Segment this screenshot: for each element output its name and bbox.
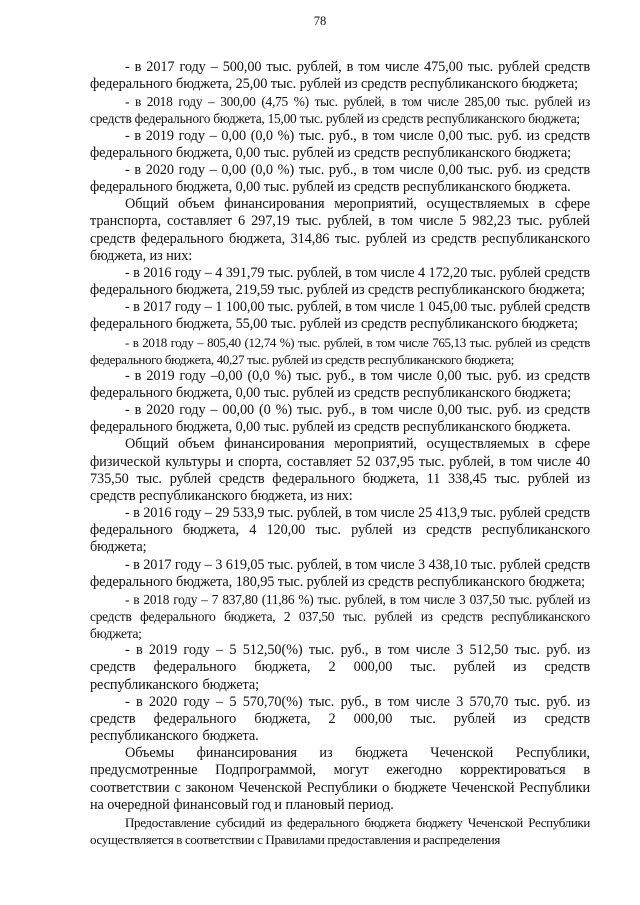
paragraph-2018-funding: - в 2018 году – 300,00 (4,75 %) тыс. рублей, в том числе 285,00 тыс. рублей из средств федерального бюджета, 15,00 тыс. рублей из средств республиканского бюджета;	[90, 94, 590, 127]
paragraph-sport-2020: - в 2020 году – 5 570,70(%) тыс. руб., в том числе 3 570,70 тыс. руб. из средств федерального бюджета, 2 000,00 тыс. рублей из средств республиканского бюджета.	[90, 693, 590, 745]
paragraph-transport-2018: - в 2018 году – 805,40 (12,74 %) тыс. рублей, в том числе 765,13 тыс. рублей из средств федерального бюджета, 40,27 тыс. рублей из средств республиканского бюджета;	[90, 334, 590, 367]
paragraph-transport-2019: - в 2019 году –0,00 (0,0 %) тыс. руб., в том числе 0,00 тыс. руб. из средств федерального бюджета, 0,00 тыс. рублей из средств республиканского бюджета;	[90, 367, 590, 401]
paragraph-sport-2019: - в 2019 году – 5 512,50(%) тыс. руб., в том числе 3 512,50 тыс. руб. из средств федерального бюджета, 2 000,00 тыс. рублей из средств республиканского бюджета;	[90, 642, 590, 693]
paragraph-transport-2016: - в 2016 году – 4 391,79 тыс. рублей, в том числе 4 172,20 тыс. рублей средств федерального бюджета, 219,59 тыс. рублей из средств республиканского бюджета;	[90, 264, 590, 299]
paragraph-sport-total: Общий объем финансирования мероприятий, осуществляемых в сфере физической культуры и спорта, составляет 52 037,95 тыс. рублей, в том числе 40 735,50 тыс. рублей средств федерального бюджета, 11 338,45 тыс. рублей из средств республиканского бюджета, из них:	[90, 436, 590, 504]
paragraph-transport-total: Общий объем финансирования мероприятий, осуществляемых в сфере транспорта, составляет 6 297,19 тыс. рублей, в том числе 5 982,23 тыс. рублей средств федерального бюджета, 314,86 тыс. рублей из средств республиканского бюджета, из них:	[90, 196, 590, 264]
paragraph-transport-2020: - в 2020 году – 00,00 (0 %) тыс. руб., в том числе 0,00 тыс. руб. из средств федерального бюджета, 0,00 тыс. рублей из средств республиканского бюджета.	[90, 402, 590, 436]
paragraph-2019-funding: - в 2019 году – 0,00 (0,0 %) тыс. руб., в том числе 0,00 тыс. руб. из средств федерального бюджета, 0,00 тыс. рублей из средств республиканского бюджета;	[90, 127, 590, 161]
paragraph-transport-2017: - в 2017 году – 1 100,00 тыс. рублей, в том числе 1 045,00 тыс. рублей средств федерального бюджета, 55,00 тыс. рублей из средств республиканского бюджета;	[90, 299, 590, 333]
paragraph-sport-2017: - в 2017 году – 3 619,05 тыс. рублей, в том числе 3 438,10 тыс. рублей средств федерального бюджета, 180,95 тыс. рублей из средств республиканского бюджета;	[90, 556, 590, 590]
paragraph-budget-adjustment: Объемы финансирования из бюджета Чеченской Республики, предусмотренные Подпрограммой, могут ежегодно корректироваться в соответствии с законом Чеченской Республики о бюджете Чеченской Республики на очередной финансовый год и плановый период.	[90, 745, 590, 813]
page-number: 78	[313, 14, 327, 28]
paragraph-sport-2018: - в 2018 году – 7 837,80 (11,86 %) тыс. рублей, в том числе 3 037,50 тыс. рублей из средств федерального бюджета, 2 037,50 тыс. рублей из средств республиканского бюджета;	[90, 591, 590, 642]
paragraph-2020-funding: - в 2020 году – 0,00 (0,0 %) тыс. руб., в том числе 0,00 тыс. руб. из средств федерального бюджета, 0,00 тыс. рублей из средств республиканского бюджета.	[90, 161, 590, 196]
paragraph-2017-funding: - в 2017 году – 500,00 тыс. рублей, в том числе 475,00 тыс. рублей средств федерального бюджета, 25,00 тыс. рублей из средств республиканского бюджета;	[90, 59, 590, 93]
document-body	[90, 59, 590, 848]
paragraph-subsidies: Предоставление субсидий из федерального бюджета бюджету Чеченской Республики осуществляется в соответствии с Правилами предоставления и распределения	[90, 814, 590, 848]
paragraph-sport-2016: - в 2016 году – 29 533,9 тыс. рублей, в том числе 25 413,9 тыс. рублей средств федерального бюджета, 4 120,00 тыс. рублей из средств республиканского бюджета;	[90, 505, 590, 556]
